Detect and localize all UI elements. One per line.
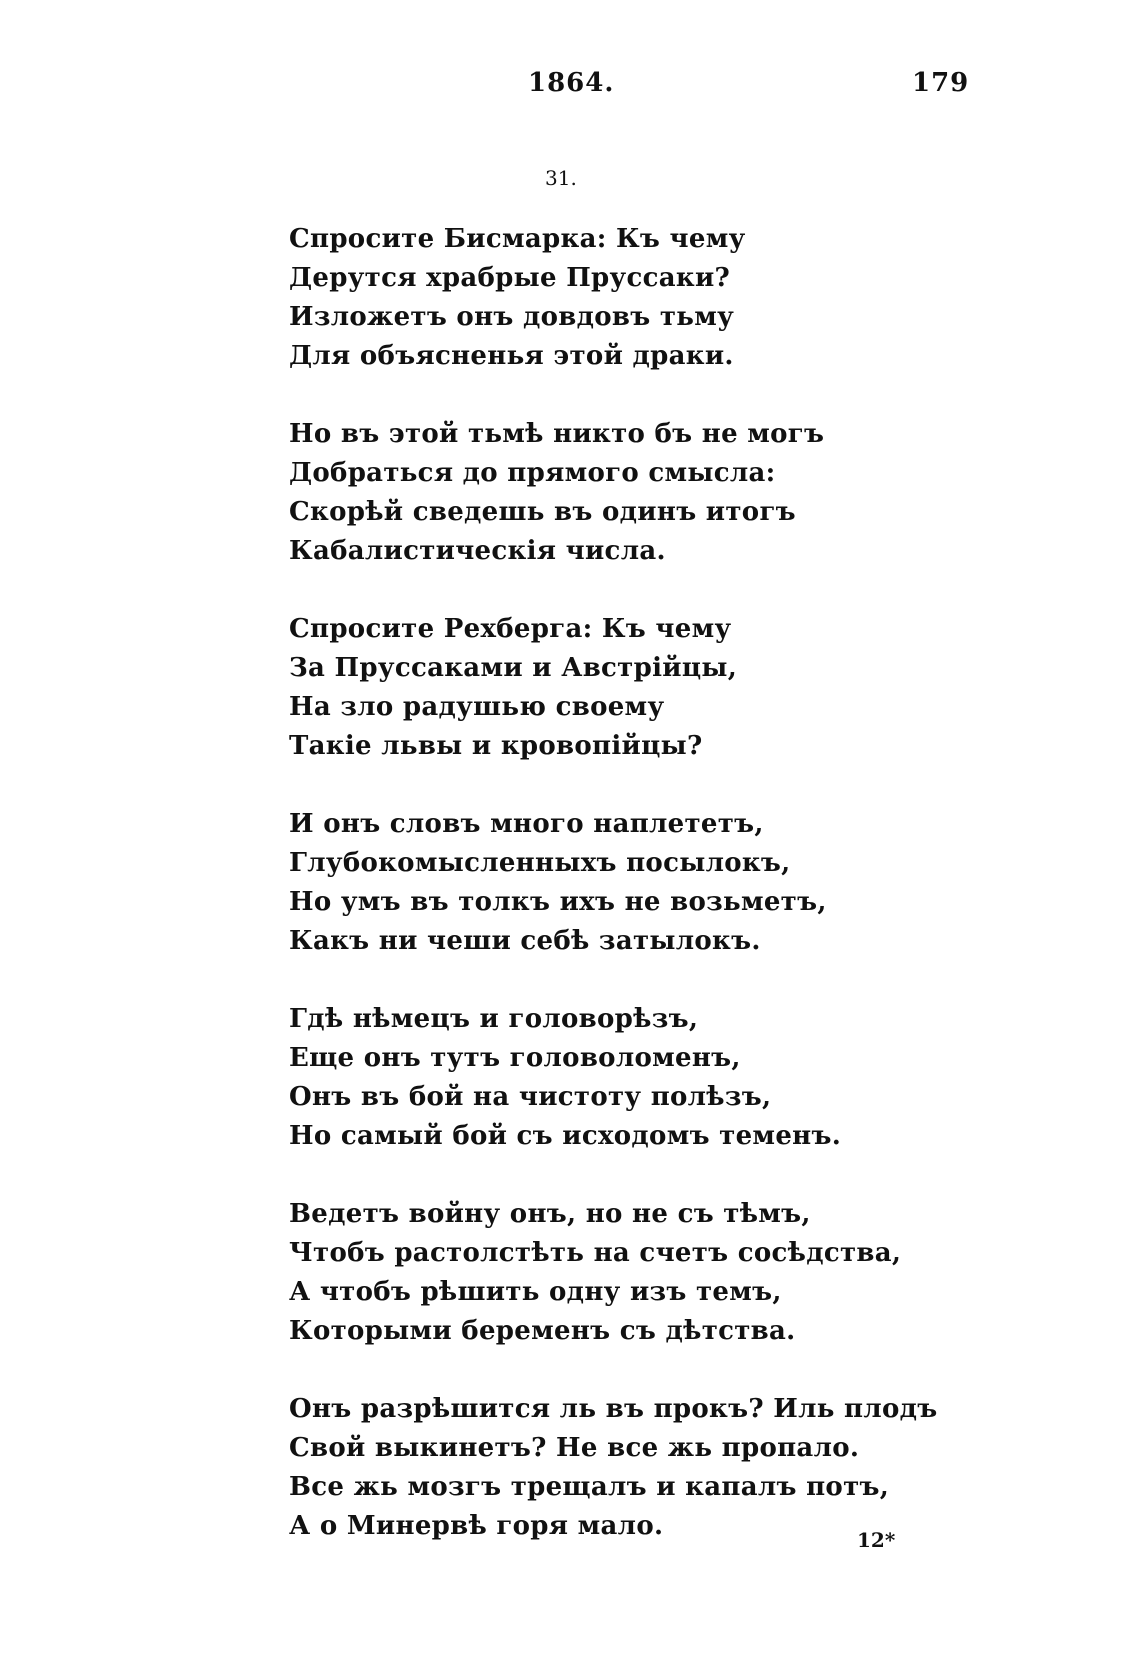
stanza-2 — [289, 415, 1009, 571]
poem-line: Для объясненья этой драки. — [289, 341, 734, 371]
poem-line: Глубокомысленныхъ посылокъ, — [289, 848, 791, 878]
poem-line: Которыми беременъ съ дѣтства. — [289, 1316, 796, 1346]
poem-line: И онъ словъ много наплететъ, — [289, 809, 764, 839]
stanza-4 — [289, 805, 1009, 961]
poem-line: Какъ ни чеши себѣ затылокъ. — [289, 926, 761, 956]
poem-line: Кабалистическія числа. — [289, 536, 666, 566]
stanza-3 — [289, 610, 1009, 766]
poem-line: Такіе львы и кровопійцы? — [289, 731, 703, 761]
poem-body — [289, 220, 1009, 1585]
poem-line: Свой выкинетъ? Не все жь пропало. — [289, 1433, 860, 1463]
poem-line: Но самый бой съ исходомъ теменъ. — [289, 1121, 842, 1151]
poem-line: А чтобъ рѣшить одну изъ темъ, — [289, 1277, 782, 1307]
poem-line: На зло радушью своему — [289, 692, 665, 722]
running-header-year: 1864. — [528, 68, 615, 98]
poem-line: Ведетъ войну онъ, но не съ тѣмъ, — [289, 1199, 811, 1229]
poem-line: Но умъ въ толкъ ихъ не возьметъ, — [289, 887, 827, 917]
stanza-1 — [289, 220, 1009, 376]
poem-line: Онъ разрѣшится ль въ прокъ? Иль плодъ — [289, 1394, 938, 1424]
page-number: 179 — [912, 68, 970, 98]
poem-line: Все жь мозгъ трещалъ и капалъ потъ, — [289, 1472, 890, 1502]
poem-line: Добраться до прямого смысла: — [289, 458, 776, 488]
poem-line: А о Минервѣ горя мало. — [289, 1511, 664, 1541]
signature-mark: 12* — [857, 1528, 896, 1552]
poem-line: Онъ въ бой на чистоту полѣзъ, — [289, 1082, 772, 1112]
poem-line: Изложетъ онъ довдовъ тьму — [289, 302, 735, 332]
poem-line: Еще онъ тутъ головоломенъ, — [289, 1043, 741, 1073]
poem-line: Чтобъ растолстѣть на счетъ сосѣдства, — [289, 1238, 902, 1268]
poem-line: Спросите Бисмарка: Къ чему — [289, 224, 746, 254]
poem-line: Дерутся храбрые Пруссаки? — [289, 263, 731, 293]
stanza-7 — [289, 1390, 1009, 1546]
poem-line: За Пруссаками и Австрійцы, — [289, 653, 738, 683]
poem-line: Гдѣ нѣмецъ и головорѣзъ, — [289, 1004, 699, 1034]
poem-line: Спросите Рехберга: Къ чему — [289, 614, 732, 644]
stanza-6 — [289, 1195, 1009, 1351]
poem-line: Но въ этой тьмѣ никто бъ не могъ — [289, 419, 825, 449]
stanza-5 — [289, 1000, 1009, 1156]
poem-line: Скорѣй сведешь въ одинъ итогъ — [289, 497, 796, 527]
poem-number: 31. — [545, 166, 577, 190]
